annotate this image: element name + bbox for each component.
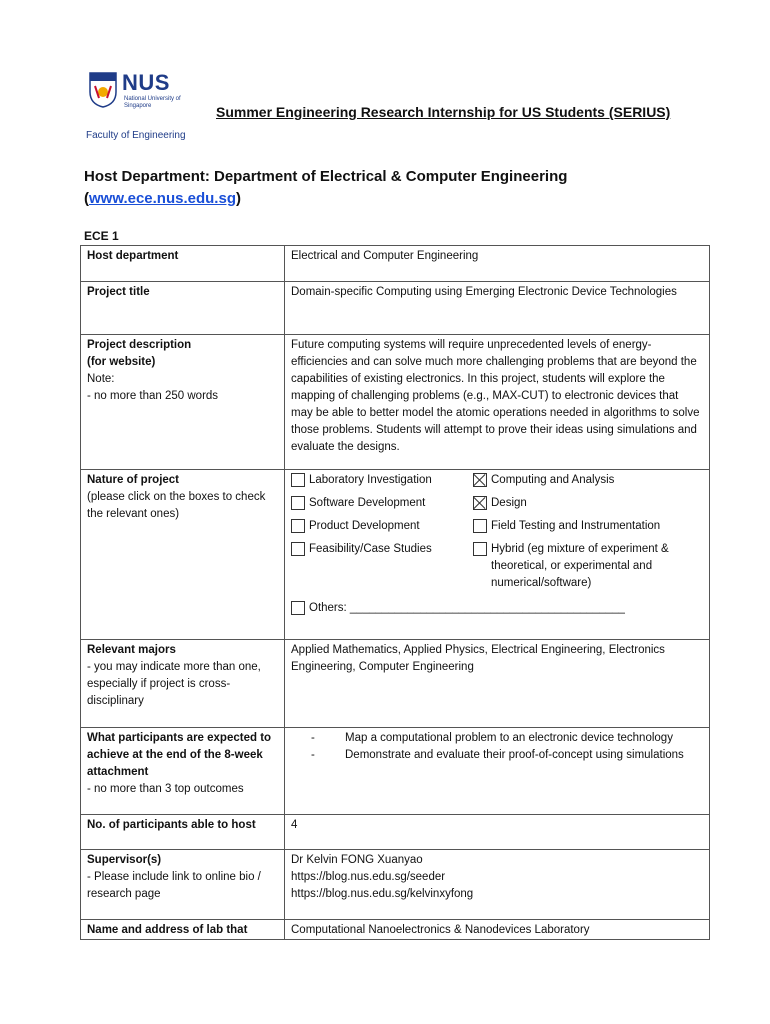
table-row	[81, 470, 710, 640]
option-design[interactable]: Design	[473, 495, 703, 512]
option-laboratory-investigation[interactable]: Laboratory Investigation	[291, 472, 473, 489]
option-software-development[interactable]: Software Development	[291, 495, 473, 512]
table-row	[81, 335, 710, 470]
supervisor-hint: - Please include link to online bio / research page	[87, 871, 261, 900]
department-website-link[interactable]: www.ece.nus.edu.sg	[89, 190, 236, 207]
table-row	[81, 920, 710, 940]
option-computing-analysis[interactable]: Computing and Analysis	[473, 472, 703, 489]
option-field-testing[interactable]: Field Testing and Instrumentation	[473, 518, 703, 535]
checkbox-icon[interactable]	[291, 542, 305, 556]
option-hybrid[interactable]: Hybrid (eg mixture of experiment & theoretical, or experimental and numerical/software)	[473, 541, 703, 592]
checkbox-icon[interactable]	[291, 496, 305, 510]
table-row	[81, 246, 710, 282]
lab-label: Name and address of lab that	[81, 920, 285, 940]
majors-label: Relevant majors	[87, 644, 176, 656]
checkbox-icon[interactable]	[291, 519, 305, 533]
open-paren: (	[84, 190, 89, 207]
supervisor-link-bio[interactable]: https://blog.nus.edu.sg/kelvinxyfong	[291, 888, 474, 900]
description-label-cell	[81, 335, 285, 470]
nus-crest-icon	[89, 72, 117, 108]
nus-subtitle: National University of Singapore	[124, 96, 181, 109]
checkbox-checked-icon[interactable]	[473, 496, 487, 510]
description-note: Note:	[87, 373, 115, 385]
description-value: Future computing systems will require unprecedented levels of energy-efficiencies and can solve much more challenging problems that are beyond the capabilities of existing electronics. In this project, students will explore the mapping of challenging problems (e.g., MAX-CUT) to electronic devices that may be able to better model the atomic operations needed in algorithms to solve those problems. Students will attempt to prove their ideas using simulations and evaluate the designs.	[285, 335, 710, 470]
table-row	[81, 815, 710, 850]
nature-hint: (please click on the boxes to check the relevant ones)	[87, 491, 266, 520]
option-product-development[interactable]: Product Development	[291, 518, 473, 535]
host-department-value: Electrical and Computer Engineering	[285, 246, 710, 282]
outcomes-label-cell	[81, 728, 285, 815]
participants-value: 4	[285, 815, 710, 850]
lab-value: Computational Nanoelectronics & Nanodevices Laboratory	[285, 920, 710, 940]
table-row	[81, 850, 710, 920]
project-table	[80, 245, 710, 940]
close-paren: )	[235, 190, 241, 207]
outcomes-cell	[285, 728, 710, 815]
majors-label-cell	[81, 640, 285, 728]
supervisor-label: Supervisor(s)	[87, 854, 162, 866]
description-label-2: (for website)	[87, 356, 156, 368]
table-row	[81, 640, 710, 728]
nature-options	[291, 472, 703, 592]
outcomes-hint: - no more than 3 top outcomes	[87, 783, 244, 795]
list-item: - Map a computational problem to an electronic device technology	[311, 732, 673, 744]
program-title: Summer Engineering Research Internship for US Students (SERIUS)	[216, 104, 671, 120]
project-code: ECE 1	[84, 229, 119, 243]
option-feasibility[interactable]: Feasibility/Case Studies	[291, 541, 473, 592]
nature-label: Nature of project	[87, 474, 180, 486]
nus-brand: NUS	[122, 70, 170, 95]
list-item: - Demonstrate and evaluate their proof-of-concept using simulations	[311, 749, 684, 761]
host-department-text: Host Department: Department of Electrical & Computer Engineering	[84, 168, 568, 185]
supervisor-link-seeder[interactable]: https://blog.nus.edu.sg/seeder	[291, 871, 446, 883]
checkbox-checked-icon[interactable]	[473, 473, 487, 487]
table-row	[81, 728, 710, 815]
host-department-heading	[84, 166, 704, 210]
nus-logo	[86, 70, 196, 144]
participants-label: No. of participants able to host	[81, 815, 285, 850]
host-department-label: Host department	[81, 246, 285, 282]
checkbox-icon[interactable]	[291, 473, 305, 487]
description-label: Project description	[87, 339, 192, 351]
nature-options-cell	[285, 470, 710, 640]
description-note-2: - no more than 250 words	[87, 390, 219, 402]
outcomes-label: What participants are expected to achieve at the end of the 8-week attachment	[87, 732, 272, 778]
project-title-value: Domain-specific Computing using Emerging Electronic Device Technologies	[285, 282, 710, 335]
checkbox-icon[interactable]	[291, 601, 305, 615]
option-others[interactable]: Others: ___________________________________________	[291, 600, 703, 617]
table-row	[81, 282, 710, 335]
nature-label-cell	[81, 470, 285, 640]
checkbox-icon[interactable]	[473, 542, 487, 556]
project-title-label: Project title	[81, 282, 285, 335]
supervisor-label-cell	[81, 850, 285, 920]
majors-value: Applied Mathematics, Applied Physics, Electrical Engineering, Electronics Engineering, Computer Engineering	[285, 640, 710, 728]
checkbox-icon[interactable]	[473, 519, 487, 533]
majors-hint: - you may indicate more than one, especially if project is cross-disciplinary	[87, 661, 261, 707]
supervisor-cell	[285, 850, 710, 920]
supervisor-name: Dr Kelvin FONG Xuanyao	[291, 854, 423, 866]
faculty-name: Faculty of Engineering	[86, 130, 186, 141]
